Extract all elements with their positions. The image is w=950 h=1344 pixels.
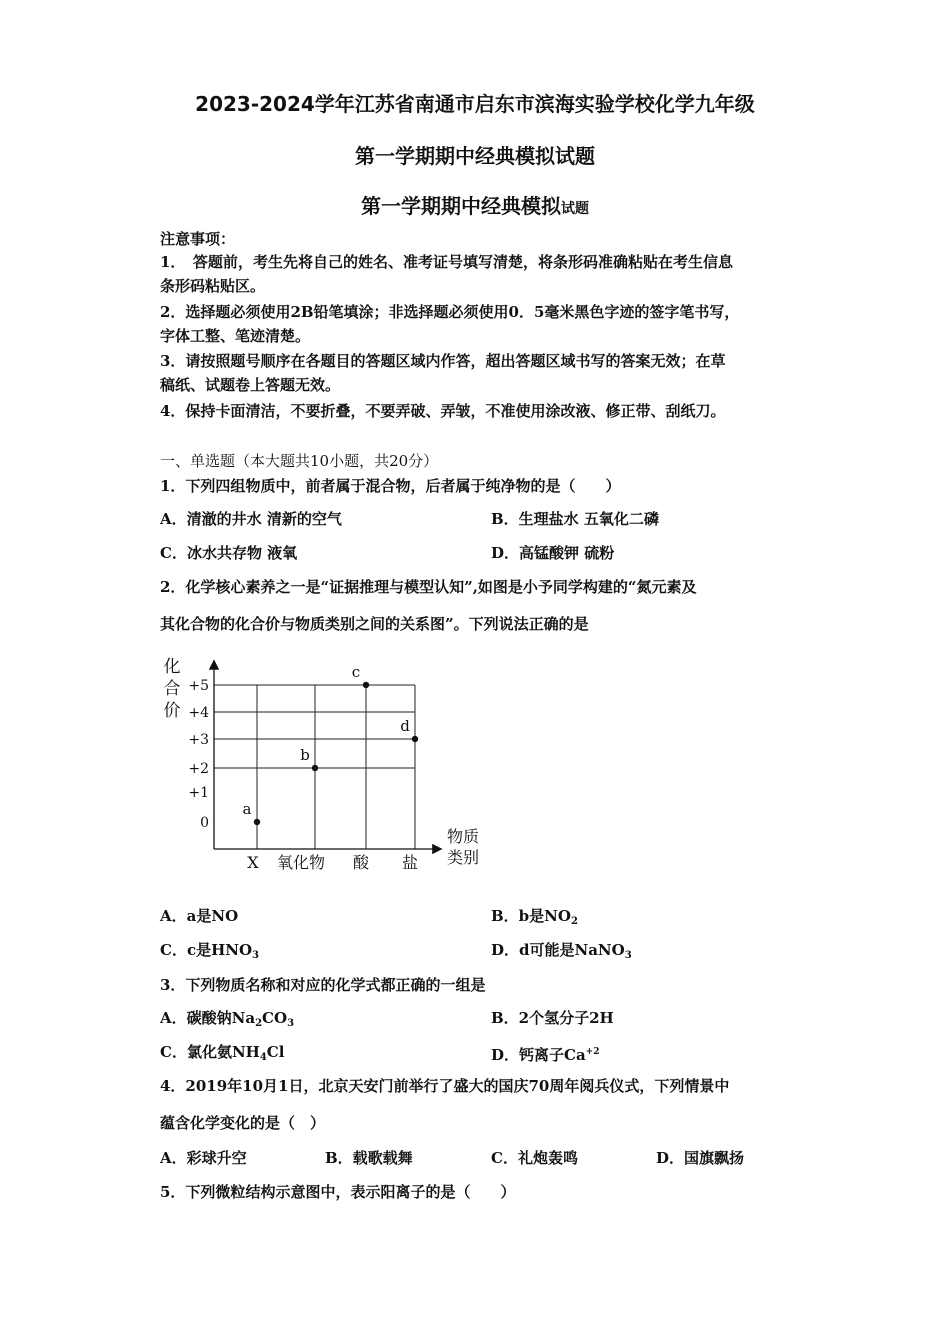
y-axis-label-char: 价 (163, 701, 181, 721)
notice-line: 条形码粘贴区。 (160, 277, 266, 295)
x-tick-labels (247, 853, 418, 872)
x-tick-label: 酸 (352, 853, 370, 872)
q2-option-d-subscript: 3 (624, 950, 632, 961)
y-tick-label: +2 (188, 761, 209, 777)
notice-line: 稿纸、试题卷上答题无效。 (160, 376, 341, 394)
notice-line: 2．选择题必须使用2B铅笔填涂；非选择题必须使用0．5毫米黑色字迹的签字笔书写， (160, 303, 740, 321)
title-line-3-main: 第一学期期中经典模拟 (361, 194, 561, 218)
y-tick-label: +3 (188, 732, 209, 748)
y-tick-labels (188, 678, 209, 831)
q1-option-a: A．清澈的井水 清新的空气 (160, 510, 342, 528)
q4-stem-line-1: 4．2019年10月1日，北京天安门前举行了盛大的国庆70周年阅兵仪式，下列情景中 (160, 1077, 730, 1095)
q2-option-d (491, 940, 632, 966)
data-point-b (312, 765, 318, 771)
q3-option-c-text: C．氯化氨NH (160, 1043, 260, 1061)
q3-option-a (160, 1008, 294, 1034)
notice-heading: 注意事项： (160, 230, 236, 248)
y-tick-label: +5 (188, 678, 209, 694)
q4-option-b: B．载歌载舞 (325, 1149, 413, 1167)
notice-line: 4．保持卡面清洁，不要折叠，不要弄破、弄皱，不准使用涂改液、修正带、刮纸刀。 (160, 402, 726, 420)
q3-option-d-superscript: +2 (585, 1047, 600, 1057)
q2-option-b-text: B．b是NO (491, 907, 571, 925)
q3-option-b: B．2个氢分子2H (491, 1009, 614, 1027)
q2-option-a: A．a是NO (160, 907, 239, 925)
q5-stem: 5．下列微粒结构示意图中，表示阳离子的是（ ） (160, 1183, 516, 1201)
q3-stem: 3．下列物质名称和对应的化学式都正确的一组是 (160, 976, 486, 994)
data-point-label: d (400, 717, 410, 735)
q3-option-c (160, 1042, 284, 1068)
q1-stem: 1．下列四组物质中，前者属于混合物，后者属于纯净物的是（ ） (160, 477, 621, 495)
valence-chart (150, 650, 490, 880)
q3-option-a-subscript-1: 2 (255, 1018, 263, 1029)
notice-line: 1． 答题前，考生先将自己的姓名、准考证号填写清楚，将条形码准确粘贴在考生信息 (160, 253, 733, 271)
x-tick-label: 盐 (401, 853, 419, 872)
title-line-3-small: 试题 (561, 201, 589, 217)
q4-stem-line-2: 蕴含化学变化的是（ ） (160, 1114, 326, 1132)
notice-line: 3．请按照题号顺序在各题目的答题区域内作答，超出答题区域书写的答案无效；在草 (160, 352, 726, 370)
q2-option-b-subscript: 2 (570, 916, 578, 927)
data-point-label: c (351, 663, 361, 681)
q2-stem-line-1: 2．化学核心素养之一是“证据推理与模型认知”,如图是小予同学构建的“氮元素及 (160, 578, 697, 596)
notice-line: 字体工整、笔迹清楚。 (160, 327, 311, 345)
data-point-c (363, 682, 369, 688)
q3-option-d (491, 1042, 599, 1065)
x-tick-label: X (247, 853, 259, 872)
title-line-3 (0, 190, 950, 219)
data-point-d (412, 736, 418, 742)
x-axis-label (447, 827, 479, 867)
y-tick-label: +1 (188, 785, 209, 801)
q3-option-a-subscript-2: 3 (287, 1018, 295, 1029)
data-points (243, 663, 419, 825)
q1-option-d: D．高锰酸钾 硫粉 (491, 544, 615, 562)
y-axis-label-char: 合 (163, 679, 181, 699)
q2-option-d-text: D．d可能是NaNO (491, 941, 625, 959)
title-line-2: 第一学期期中经典模拟试题 (355, 144, 595, 168)
q2-option-c-text: C．c是HNO (160, 941, 253, 959)
y-tick-label: +4 (188, 705, 209, 721)
q2-option-b (491, 906, 578, 932)
data-point-label: b (300, 746, 310, 764)
q4-option-c: C．礼炮轰鸣 (491, 1149, 578, 1167)
q3-option-a-text: A．碳酸钠Na (160, 1009, 256, 1027)
y-axis-label-char: 化 (163, 657, 181, 677)
q1-option-b: B．生理盐水 五氧化二磷 (491, 510, 659, 528)
q2-option-c (160, 940, 259, 966)
q2-stem-line-2: 其化合物的化合价与物质类别之间的关系图”。下列说法正确的是 (160, 615, 589, 633)
x-axis-label-line: 物质 (446, 827, 480, 846)
x-axis-label-line: 类别 (446, 848, 480, 867)
y-axis-label (164, 657, 181, 721)
x-tick-label: 氧化物 (276, 853, 326, 872)
data-point-a (254, 819, 260, 825)
section-heading: 一、单选题（本大题共10小题，共20分） (160, 452, 439, 470)
q1-option-c: C．冰水共存物 液氧 (160, 544, 298, 562)
data-point-label: a (242, 800, 252, 818)
q3-option-c-subscript: 4 (259, 1052, 267, 1063)
y-tick-label: 0 (200, 815, 209, 831)
q4-option-d: D．国旗飘扬 (656, 1149, 745, 1167)
q4-option-a: A．彩球升空 (160, 1149, 247, 1167)
q2-option-c-subscript: 3 (252, 950, 259, 961)
q3-option-a-text-2: CO (262, 1009, 288, 1027)
q3-option-c-text-2: Cl (266, 1043, 285, 1061)
q3-option-d-text: D．钙离子Ca (491, 1046, 586, 1064)
title-line-1: 2023-2024学年江苏省南通市启东市滨海实验学校化学九年级 (195, 92, 755, 116)
